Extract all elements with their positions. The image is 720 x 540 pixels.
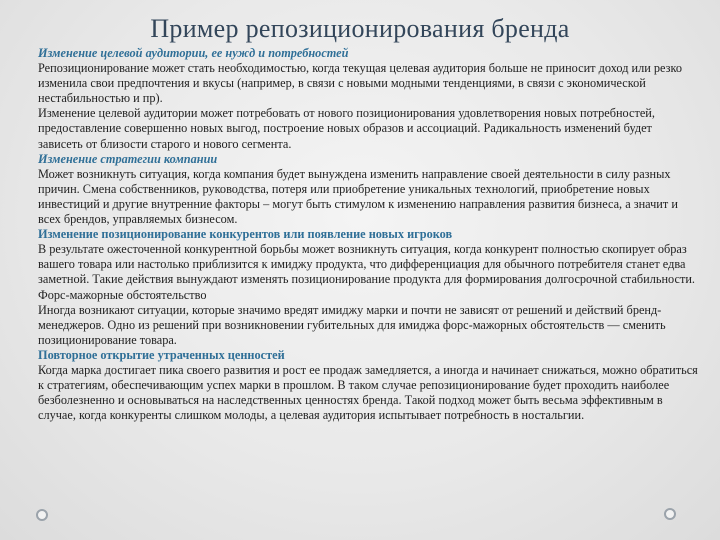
section-paragraph: Когда марка достигает пика своего развития и рост ее продаж замедляется, а иногда и начинает снижаться, можно обратиться к стратегиям, обеспечивающим успех марки в прошлом. В таком случае репозиционирование будет проходить наиболее безболезненно и основываться на наследственных ценностях бренда. Такой подход может быть весьма эффективным в случае, когда конкуренты слишком молоды, а целевая аудитория испытывает потребность в ностальгии. [38, 362, 698, 423]
decorative-circle-left [36, 509, 48, 521]
section-heading-strategy: Изменение стратегии компании [38, 151, 218, 166]
section-paragraph: Может возникнуть ситуация, когда компания будет вынуждена изменить направление своей деятельности в силу разных причин. Смена собственников, руководства, потеря или приобретение уникальных технологий, приобретение новых инвестиций и другие внутренние факторы – могут быть стимулом к изменению направления развития бизнеса, а значит и всех брендов, управляемых бизнесом. [38, 166, 678, 227]
decorative-circle-right [664, 508, 676, 520]
section-paragraph: Репозиционирование может стать необходимостью, когда текущая целевая аудитория больше не приносит доход или резко изменила свои предпочтения и вкусы (например, в связи с новыми модными тенденциями, в связи с экономической нестабильностью и пр). [38, 61, 683, 106]
section-heading-audience: Изменение целевой аудитории, ее нужд и потребностей [38, 46, 349, 60]
section-paragraph: В результате ожесточенной конкурентной борьбы может возникнуть ситуация, когда конкурент полностью скопирует образ вашего товара или настолько приблизится к имиджу продукта, что дифференциация для обычного потребителя станет едва заметной. Такие действия вынуждают изменять позиционирование продукта для формирования долгосрочной стабильности. [38, 242, 695, 287]
section-paragraph: Изменение целевой аудитории может потребовать от нового позиционирования удовлетворения новых потребностей, предоставление совершенно новых выгод, построение новых образов и ассоциаций. Радикальность изменений будет зависеть от близости старого и нового сегмента. [38, 106, 655, 151]
section-heading-competitors: Изменение позиционирование конкурентов или появление новых игроков [38, 227, 453, 242]
section-heading-force-majeure: Форс-мажорные обстоятельство [38, 287, 207, 302]
slide-body [38, 46, 698, 423]
section-paragraph: Иногда возникают ситуации, которые значимо вредят имиджу марки и почти не зависят от решений и действий бренд-менеджеров. Одно из решений при возникновении губительных для имиджа форс-мажорных обстоятельств — сменить позиционирование товара. [38, 302, 666, 347]
section-heading-lost-values: Повторное открытие утраченных ценностей [38, 347, 285, 362]
slide-title: Пример репозиционирования бренда [150, 14, 570, 43]
